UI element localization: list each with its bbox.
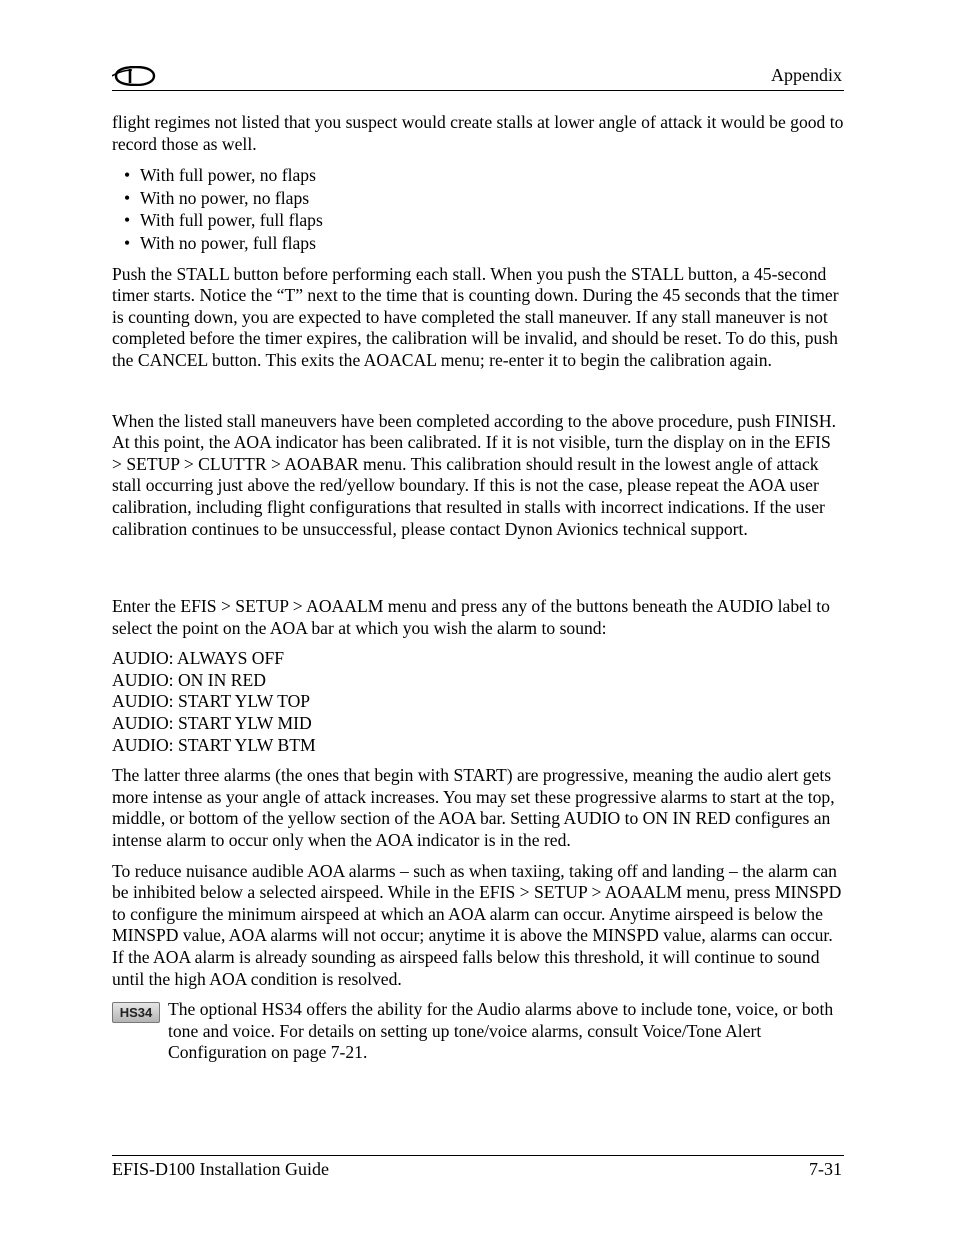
list-item: • With no power, full flaps xyxy=(140,232,844,255)
finish-paragraph: When the listed stall maneuvers have been completed according to the above procedure, push FINISH. At this point, the AOA indicator has been calibrated. If it is not visible, turn the display on in the EFIS > SETUP > CLUTTR > AOABAR menu. This calibration should result in the lowest angle of attack stall occurring just above the red/yellow boundary. If this is not the case, please repeat the AOA user calibration, including flight configurations that resulted in stalls with incorrect indications. If the user calibration continues to be unsuccessful, please contact Dynon Avionics technical support. xyxy=(112,410,837,539)
progressive-alarms-paragraph: The latter three alarms (the ones that begin with START) are progressive, meaning the audio alert gets more intense as your angle of attack increases. You may set these progressive alarms to start at the top, middle, or bottom of the yellow section of the AOA bar. Setting AUDIO to ON IN RED configures an intense alarm to occur only when the AOA indicator is in the red. xyxy=(112,765,835,851)
document-body xyxy=(112,112,844,1064)
stall-configurations-list xyxy=(112,164,844,254)
audio-options-list xyxy=(112,648,844,756)
list-item: • With no power, no flaps xyxy=(140,187,844,210)
page-number: 7-31 xyxy=(809,1159,842,1179)
audio-option: AUDIO: ON IN RED xyxy=(112,669,266,690)
list-item: • With full power, full flaps xyxy=(140,209,844,232)
intro-paragraph: flight regimes not listed that you suspect would create stalls at lower angle of attack it would be good to record those as well. xyxy=(112,112,844,154)
header-section-label: Appendix xyxy=(771,65,842,85)
hs34-note xyxy=(112,999,844,1064)
nuisance-alarms-paragraph: To reduce nuisance audible AOA alarms – such as when taxiing, taking off and landing – the alarm can be inhibited below a selected airspeed. While in the EFIS > SETUP > AOAALM menu, press MINSPD to configure the minimum airspeed at which an AOA alarm can occur. Anytime airspeed is below the MINSPD value, AOA alarms will not occur; anytime it is above the MINSPD value, alarms can occur. If the AOA alarm is already sounding as airspeed falls below this threshold, it will continue to sound until the high AOA condition is resolved. xyxy=(112,860,842,989)
list-item: • With full power, no flaps xyxy=(140,164,844,187)
audio-option: AUDIO: ALWAYS OFF xyxy=(112,648,285,669)
audio-option: AUDIO: START YLW TOP xyxy=(112,691,311,712)
page-footer xyxy=(112,1155,844,1182)
dynon-logo-icon xyxy=(112,66,156,86)
audio-option: AUDIO: START YLW BTM xyxy=(112,734,316,755)
stall-button-paragraph: Push the STALL button before performing each stall. When you push the STALL button, a 45-second timer starts. Notice the “T” next to the time that is counting down. During the 45 seconds that the timer is counting down, you are expected to have completed the stall maneuver. If any stall maneuver is not completed before the timer expires, the calibration will be invalid, and should be reset. To do this, push the CANCEL button. This exits the AOACAL menu; re-enter it to begin the calibration again. xyxy=(112,263,839,370)
audio-option: AUDIO: START YLW MID xyxy=(112,713,312,734)
page-header xyxy=(112,60,844,91)
hs34-note-text: The optional HS34 offers the ability for the Audio alarms above to include tone, voice, or both tone and voice. For details on setting up tone/voice alarms, consult Voice/Tone Alert Configuration on page 7-21. xyxy=(168,999,834,1063)
footer-title: EFIS-D100 Installation Guide xyxy=(112,1159,329,1179)
hs34-badge-icon: HS34 xyxy=(112,1002,160,1023)
aoaalm-paragraph: Enter the EFIS > SETUP > AOAALM menu and press any of the buttons beneath the AUDIO label to select the point on the AOA bar at which you wish the alarm to sound: xyxy=(112,596,830,638)
